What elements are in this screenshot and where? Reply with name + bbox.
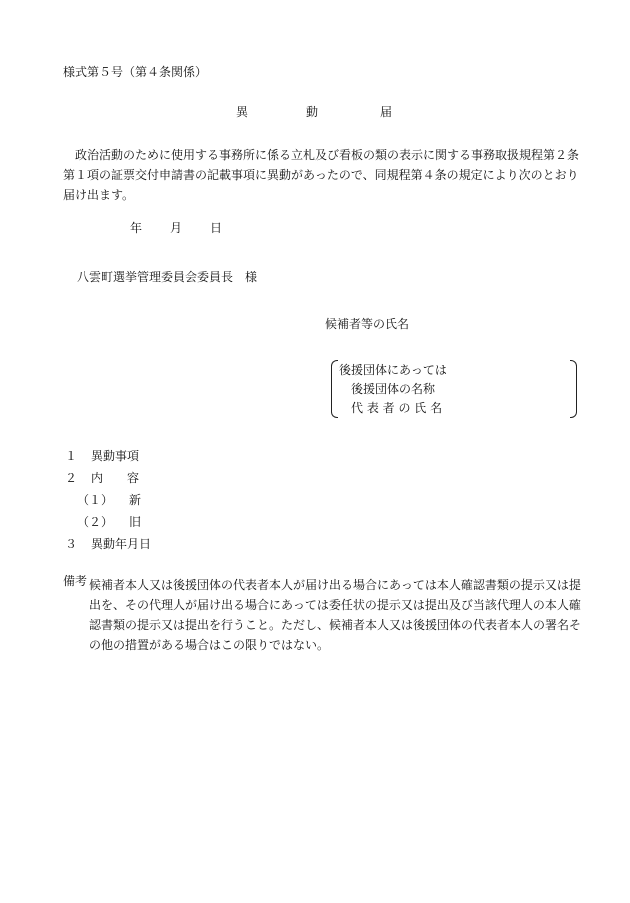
right-bracket (570, 360, 577, 418)
group-line-1: 後援団体にあっては (339, 363, 447, 377)
item-number: ３ (65, 537, 78, 551)
addressee: 八雲町選挙管理委員会委員長 様 (77, 270, 258, 284)
item-number: ２ (65, 471, 78, 485)
title-char-3: 届 (380, 105, 393, 119)
item-number: １ (65, 449, 78, 463)
item-label: 異動年月日 (91, 537, 152, 551)
item-label: 旧 (129, 515, 142, 529)
title-char-2: 動 (306, 105, 319, 119)
group-line-2: 後援団体の名称 (351, 382, 436, 396)
candidate-name-label: 候補者等の氏名 (325, 317, 410, 331)
item-number: （２） (77, 515, 114, 529)
date-month: 月 (170, 221, 183, 235)
item-label: 新 (129, 493, 142, 507)
left-bracket (331, 360, 338, 418)
date-day: 日 (210, 221, 223, 235)
group-line-3: 代 表 者 の 氏 名 (351, 401, 443, 415)
item-label: 内 容 (91, 471, 140, 485)
item-number: （１） (77, 493, 114, 507)
document-title (236, 105, 393, 119)
intro-paragraph: 政治活動のために使用する事務所に係る立札及び看板の類の表示に関する事務取扱規程第２条第１項の証票交付申請書の記載事項に異動があったので、同規程第４条の規定により次のとおり届け出ます。 (63, 148, 580, 202)
remarks-label: 備考 (63, 574, 88, 588)
title-char-1: 異 (236, 105, 249, 119)
form-number: 様式第５号（第４条関係） (63, 65, 208, 79)
item-label: 異動事項 (91, 449, 140, 463)
support-group-block (331, 360, 577, 418)
remarks-text: 候補者本人又は後援団体の代表者本人が届け出る場合にあっては本人確認書類の提示又は提出を、その代理人が届け出る場合にあっては委任状の提示又は提出及び当該代理人の本人確認書類の提示又は提出を行うこと。ただし、候補者本人又は後援団体の代表者本人の署名その他の措置がある場合はこの限りではない。 (89, 578, 582, 652)
date-year: 年 (130, 221, 143, 235)
